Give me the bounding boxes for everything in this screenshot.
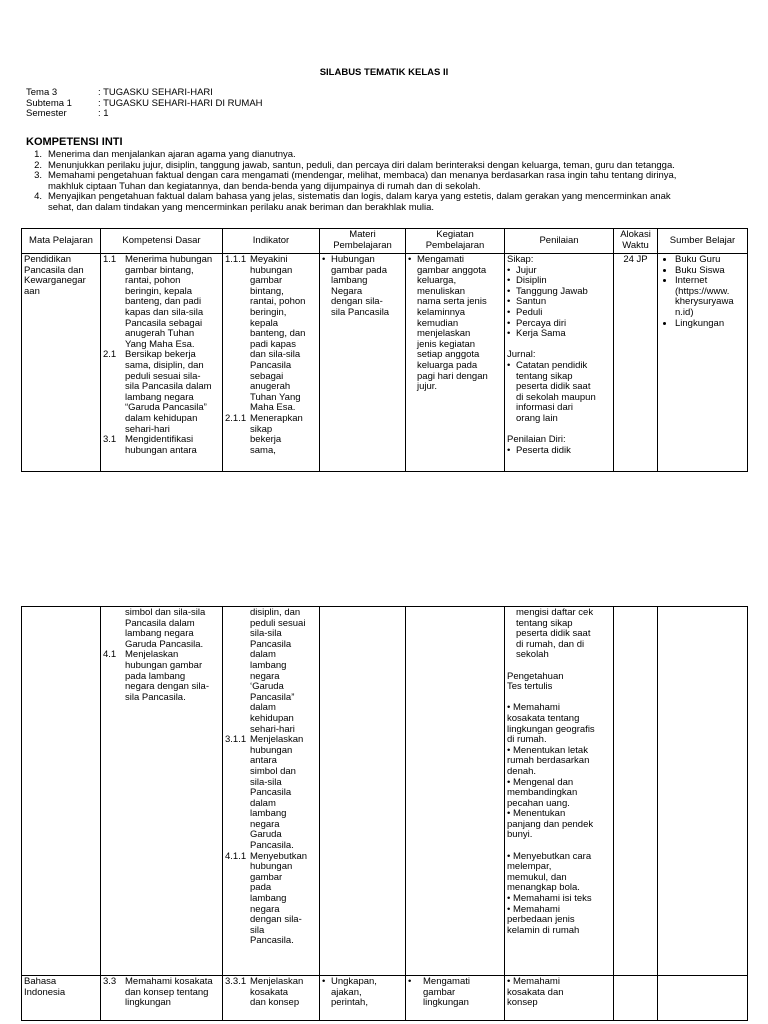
- item-text: [417, 255, 488, 393]
- text-line: sekolah: [516, 649, 549, 661]
- indikator-continuation: [225, 608, 317, 735]
- meta-block: [26, 88, 263, 120]
- column-header: Penilaian: [505, 229, 614, 254]
- bullet-icon: •: [408, 254, 412, 265]
- text-line: kosakata: [250, 986, 289, 998]
- penilaian-point: di rumah.: [507, 734, 547, 746]
- text-line: peserta didik saat: [516, 628, 591, 640]
- penilaian-cell: [505, 607, 614, 976]
- bullet-icon: •: [507, 359, 511, 371]
- meta-label: Subtema 1: [26, 97, 72, 109]
- text-line: negara: [250, 818, 280, 830]
- text-line: Pancasila dalam: [125, 617, 195, 629]
- text-line: Ungkapan,: [331, 976, 377, 987]
- sikap-item: [507, 329, 611, 340]
- penilaian-cell: [505, 254, 614, 472]
- text-line: Menerima hubungan: [125, 254, 213, 265]
- text-line: lambang: [250, 893, 287, 905]
- item-number: 4.1.1: [225, 850, 247, 862]
- sumber-list: [660, 255, 745, 329]
- sumber-item: • Internet (https://www. kherysuryawa n.id): [675, 276, 745, 318]
- bullet-icon: •: [507, 328, 511, 340]
- pengetahuan-line: Tes tertulis: [507, 681, 553, 693]
- text-line: peserta didik saat: [516, 381, 591, 393]
- bullet-icon: •: [507, 275, 511, 287]
- indikator-item: [225, 852, 317, 947]
- text-line: lambang: [331, 275, 368, 287]
- item-text: [331, 255, 389, 319]
- bullet-icon: •: [408, 976, 412, 987]
- text-line: peduli sesuai sila-: [125, 370, 201, 382]
- text-line: sila-sila: [250, 628, 282, 640]
- column-header: Sumber Belajar: [658, 229, 748, 254]
- penilaian-point: • Memahami: [507, 976, 560, 987]
- text-line: antara: [250, 755, 277, 767]
- kd-continuation: [103, 608, 220, 650]
- sumber-item-cont: n.id): [675, 306, 694, 318]
- penilaian-point: perbedaan jenis: [507, 914, 575, 926]
- meta-value: : 1: [98, 108, 109, 120]
- indikator-cell: [223, 254, 320, 472]
- kegiatan-item: [408, 977, 502, 1009]
- text-line: Meyakini: [250, 254, 288, 265]
- bullet-icon: •: [507, 264, 511, 276]
- penilaian-point: • Menyebutkan cara: [507, 850, 592, 862]
- text-line: pada lambang: [125, 670, 186, 682]
- text-line: sehari-hari: [250, 723, 295, 735]
- text-line: Mengamati: [423, 976, 470, 987]
- column-header: Indikator: [223, 229, 320, 254]
- item-number: 3.1.1: [225, 734, 247, 746]
- alokasi-cell: [614, 607, 658, 976]
- text-line: gambar: [423, 986, 456, 998]
- text-line: Indonesia: [24, 986, 66, 998]
- penilaian-point: • Memahami: [507, 903, 560, 915]
- text-line: dan konsep tentang: [125, 986, 209, 998]
- text-line: simbol dan: [250, 765, 296, 777]
- text-line: beringin,: [250, 306, 287, 318]
- meta-label: Tema 3: [26, 87, 58, 98]
- text-line: Memahami pengetahuan faktual dengan cara mengamati (mendengar, melihat, membaca) dan menanya berdasarkan rasa ingin tahu tentang dirinya,: [48, 170, 677, 182]
- text-line: sila Pancasila: [331, 306, 390, 318]
- item-number: 4.1: [103, 649, 117, 661]
- item-text: [250, 735, 303, 852]
- text-line: gambar: [250, 871, 283, 883]
- penilaian-point: • Memahami: [507, 702, 560, 714]
- mapel-cell: [22, 254, 101, 472]
- text-line: lambang: [250, 808, 287, 820]
- text-line: jenis kegiatan: [417, 338, 476, 350]
- indikator-cell: [223, 607, 320, 976]
- text-line: Pancasila sebagai: [125, 317, 203, 329]
- text-line: beringin, kepala: [125, 285, 193, 297]
- text-line: gambar pada: [331, 264, 387, 276]
- kd-item: [103, 255, 220, 350]
- meta-value: : TUGASKU SEHARI-HARI: [98, 87, 213, 98]
- item-text: [331, 977, 377, 1009]
- text-line: gambar: [250, 275, 283, 287]
- text-line: negara dengan sila-: [125, 681, 209, 693]
- text-line: Menyajikan pengetahuan faktual dalam bahasa yang jelas, sistematis dan logis, dalam karya yang estetis, dalam gerakan yang mencerminkan anak: [48, 191, 671, 203]
- kegiatan-cell: [406, 254, 505, 472]
- text-line: dan sila-sila: [250, 349, 301, 361]
- text-line: rantai, pohon: [125, 275, 181, 287]
- text-line: Pancasila: [250, 359, 292, 371]
- text-line: Menyebutkan: [250, 850, 308, 862]
- ki-text: [48, 150, 746, 161]
- text-line: sebagai: [250, 370, 284, 382]
- text-line: banteng, dan: [250, 328, 306, 340]
- item-text: [125, 435, 197, 456]
- kd-item: [103, 650, 220, 703]
- text-line: hubungan antara: [125, 444, 197, 456]
- penilaian-point: konsep: [507, 997, 538, 1009]
- kegiatan-item: [408, 255, 502, 393]
- ki-item: [26, 171, 746, 192]
- penilaian-cell-bahasa: [505, 976, 614, 1021]
- kd-cell: [101, 254, 223, 472]
- text-line: menuliskan: [417, 285, 466, 297]
- text-line: informasi dari: [516, 402, 574, 414]
- meta-value: : TUGASKU SEHARI-HARI DI RUMAH: [98, 97, 263, 109]
- text-line: Mengidentifikasi: [125, 434, 194, 446]
- ki-heading: KOMPETENSI INTI: [26, 136, 123, 148]
- text-line: dengan sila-: [331, 296, 383, 308]
- document-title: SILABUS TEMATIK KELAS II: [319, 67, 449, 78]
- text-line: makhluk ciptaan Tuhan dan kegiatannya, dan benda-benda yang dijumpainya di rumah dan di sekolah.: [48, 180, 481, 192]
- penilaian-point: • Menentukan letak: [507, 744, 588, 756]
- text-line: mengisi daftar cek: [516, 607, 594, 618]
- text-line: hubungan: [250, 744, 293, 756]
- item-number: 1.1.1: [225, 254, 247, 265]
- text-line: Bersikap bekerja: [125, 349, 196, 361]
- kd-item: [103, 977, 220, 1009]
- text-line: negara: [250, 903, 280, 915]
- bullet-icon: •: [322, 254, 326, 265]
- penilaian-point: memukul, dan: [507, 871, 567, 883]
- text-line: menjelaskan: [417, 328, 471, 340]
- item-text: [250, 414, 303, 456]
- sumber-item-cont: kherysuryawa: [675, 296, 734, 308]
- text-line: pagi hari dengan: [417, 370, 488, 382]
- text-line: setiap anggota: [417, 349, 480, 361]
- text-line: sila Pancasila.: [125, 691, 186, 703]
- text-line: anugerah Tuhan: [125, 328, 195, 340]
- text-line: banteng, dan padi: [125, 296, 202, 308]
- text-line: Menunjukkan perilaku jujur, disiplin, tanggung jawab, santun, peduli, dan percaya diri dalam berinteraksi dengan keluarga, teman, guru dan tetangga.: [48, 159, 675, 171]
- text-line: keluarga,: [417, 275, 457, 287]
- text-line: Pancasila”: [250, 691, 295, 703]
- text-line: sama,: [250, 444, 276, 456]
- text-line: lambang negara: [125, 391, 194, 403]
- item-text: [417, 977, 470, 1009]
- sumber-cell: [658, 254, 748, 472]
- kegiatan-cell-bahasa: [406, 976, 505, 1021]
- text-line: Catatan pendidik: [516, 359, 588, 371]
- materi-cell-bahasa: [320, 976, 406, 1021]
- penilaian-point: denah.: [507, 765, 537, 777]
- column-header: Materi Pembelajaran: [320, 229, 406, 254]
- penilaian-point: melempar,: [507, 861, 552, 873]
- ki-text: [48, 192, 746, 213]
- item-text: [250, 852, 307, 947]
- text-line: dalam: [250, 797, 276, 809]
- penilaian-point: kelamin di rumah: [507, 924, 580, 936]
- text-line: Menjelaskan: [125, 649, 179, 661]
- item-text: [125, 255, 212, 350]
- sumber-cell: [658, 607, 748, 976]
- kd-cell-bahasa: [101, 976, 223, 1021]
- bullet-icon: •: [507, 444, 511, 456]
- meta-row: [26, 109, 263, 120]
- item-text: [250, 255, 305, 414]
- syllabus-table-page-1: [21, 228, 748, 472]
- item-text: Peduli: [516, 306, 543, 318]
- text-line: Pendidikan: [24, 254, 72, 265]
- mapel-cell-bahasa: [22, 976, 101, 1021]
- text-line: Garuda: [250, 829, 282, 841]
- text-line: peduli sesuai: [250, 617, 306, 629]
- penilaian-point: menangkap bola.: [507, 882, 580, 894]
- text-line: Tuhan Yang: [250, 391, 301, 403]
- text-line: Hubungan: [331, 254, 375, 265]
- ki-text: [48, 171, 746, 192]
- text-line: “Garuda Pancasila”: [125, 402, 207, 414]
- text-line: bintang,: [250, 285, 284, 297]
- text-line: sikap: [250, 423, 273, 435]
- mapel-cell: [22, 607, 101, 976]
- item-text: [125, 977, 213, 1009]
- text-line: sehari-hari: [125, 423, 170, 435]
- text-line: keluarga pada: [417, 359, 478, 371]
- text-line: lingkungan: [125, 997, 171, 1009]
- item-text: [125, 650, 209, 703]
- text-line: bekerja: [250, 434, 282, 446]
- text-line: tentang sikap: [516, 617, 573, 629]
- meta-row: [26, 88, 263, 99]
- text-line: dan konsep: [250, 997, 300, 1009]
- text-line: rantai, pohon: [250, 296, 306, 308]
- text-line: hubungan gambar: [125, 659, 203, 671]
- text-line: Pancasila.: [250, 840, 294, 852]
- text-line: sila-sila: [250, 776, 282, 788]
- indikator-item: [225, 255, 317, 414]
- penilaian-point: rumah berdasarkan: [507, 755, 590, 767]
- text-line: dalam kehidupan: [125, 412, 198, 424]
- text-line: Menjelaskan: [250, 976, 304, 987]
- item-text: Disiplin: [516, 275, 547, 287]
- text-line: dalam: [250, 702, 276, 714]
- item-text: [250, 977, 303, 1009]
- item-text: Santun: [516, 296, 547, 308]
- text-line: nama serta jenis: [417, 296, 487, 308]
- meta-label: Semester: [26, 108, 67, 120]
- alokasi-cell: [614, 254, 658, 472]
- text-line: dengan sila-: [250, 914, 302, 926]
- alokasi-value: 24 JP: [623, 254, 648, 265]
- column-header: Kegiatan Pembelajaran: [406, 229, 505, 254]
- syllabus-table-page-2: [21, 606, 748, 1021]
- penilaian-diri-item: [507, 446, 611, 457]
- indikator-item: [225, 414, 317, 456]
- sumber-item: • Buku Guru: [675, 255, 745, 266]
- kd-cell: [101, 607, 223, 976]
- text-line: Pancasila: [250, 787, 292, 799]
- indikator-item: [225, 735, 317, 852]
- materi-item: [322, 977, 403, 1009]
- text-line: kapas dan sila-sila: [125, 306, 204, 318]
- bullet-icon: •: [507, 285, 511, 297]
- text-line: padi kapas: [250, 338, 296, 350]
- text-line: aan: [24, 285, 40, 297]
- text-line: tentang sikap: [516, 370, 573, 382]
- item-text: Peserta didik: [516, 444, 571, 456]
- text-line: Garuda Pancasila.: [125, 638, 204, 650]
- indikator-cell-bahasa: [223, 976, 320, 1021]
- penilaian-point: kosakata tentang: [507, 712, 580, 724]
- penilaian-point: • Menentukan: [507, 808, 566, 820]
- text-line: gambar anggota: [417, 264, 487, 276]
- text-line: dalam: [250, 649, 276, 661]
- ki-list: [26, 150, 746, 214]
- penilaian-point: • Memahami isi teks: [507, 893, 592, 905]
- ki-number: 3.: [34, 170, 42, 182]
- item-number: 2.1.1: [225, 412, 247, 424]
- text-line: di sekolah maupun: [516, 391, 596, 403]
- text-line: hubungan: [250, 264, 293, 276]
- text-line: Menjelaskan: [250, 734, 304, 746]
- ki-number: 1.: [34, 149, 42, 160]
- text-line: di rumah, dan di: [516, 638, 585, 650]
- text-line: Kewarganegar: [24, 275, 86, 287]
- text-line: sila Pancasila dalam: [125, 381, 212, 393]
- text-line: ajakan,: [331, 986, 362, 998]
- text-line: pada: [250, 882, 272, 894]
- materi-cell: [320, 607, 406, 976]
- column-header: Alokasi Waktu: [614, 229, 658, 254]
- penilaian-point: membandingkan: [507, 787, 578, 799]
- text-line: anugerah: [250, 381, 291, 393]
- jurnal-label: Jurnal:: [507, 349, 536, 361]
- text-line: Pancasila dan: [24, 264, 84, 276]
- item-text: [125, 350, 212, 435]
- text-line: negara: [250, 670, 280, 682]
- bullet-icon: •: [322, 976, 326, 987]
- text-line: orang lain: [516, 412, 558, 424]
- materi-item: [322, 255, 403, 319]
- column-header: Kompetensi Dasar: [101, 229, 223, 254]
- penilaian-point: pecahan uang.: [507, 797, 570, 809]
- text-line: Menerapkan: [250, 412, 303, 424]
- sumber-item: • Lingkungan: [675, 319, 745, 330]
- text-line: lingkungan: [423, 997, 469, 1009]
- text-line: Maha Esa.: [250, 402, 296, 414]
- kd-item: [103, 350, 220, 435]
- text-line: Memahami kosakata: [125, 976, 213, 987]
- materi-cell: [320, 254, 406, 472]
- text-line: gambar bintang,: [125, 264, 194, 276]
- text-line: sama, disiplin, dan: [125, 359, 204, 371]
- ki-item: [26, 192, 746, 213]
- penilaian-point: kosakata dan: [507, 986, 564, 998]
- bullet-icon: •: [507, 296, 511, 308]
- text-line: Pancasila: [250, 638, 292, 650]
- text-line: sila: [250, 924, 265, 936]
- penilaian-continuation: [507, 608, 611, 661]
- penilaian-point: lingkungan geografis: [507, 723, 595, 735]
- pengetahuan-line: Pengetahuan: [507, 670, 564, 682]
- item-text: Percaya diri: [516, 317, 567, 329]
- sumber-cell-bahasa: [658, 976, 748, 1021]
- penilaian-point: panjang dan pendek: [507, 818, 594, 830]
- bullet-icon: •: [507, 317, 511, 329]
- item-text: Tanggung Jawab: [516, 285, 588, 297]
- spacer: [507, 661, 611, 672]
- sikap-item: [507, 308, 611, 319]
- sumber-item: • Buku Siswa: [675, 266, 745, 277]
- indikator-item: [225, 977, 317, 1009]
- text-line: Menerima dan menjalankan ajaran agama yang dianutnya.: [48, 149, 296, 160]
- text-line: kehidupan: [250, 712, 294, 724]
- text-line: Negara: [331, 285, 363, 297]
- item-text: Jujur: [516, 264, 537, 276]
- ki-number: 2.: [34, 159, 42, 171]
- ki-number: 4.: [34, 191, 42, 203]
- sikap-label: Sikap:: [507, 254, 534, 265]
- ki-item: [26, 150, 746, 161]
- text-line: jujur.: [417, 381, 438, 393]
- text-line: disiplin, dan: [250, 607, 301, 618]
- item-text: [516, 361, 596, 425]
- text-line: lambang: [250, 659, 287, 671]
- penilaian-diri-label: Penilaian Diri:: [507, 434, 566, 446]
- text-line: lambang negara: [125, 628, 194, 640]
- penilaian-point: • Mengenal dan: [507, 776, 574, 788]
- item-number: 3.3: [103, 976, 117, 987]
- bullet-icon: •: [507, 306, 511, 318]
- text-line: kelaminnya: [417, 306, 466, 318]
- text-line: kepala: [250, 317, 278, 329]
- text-line: Yang Maha Esa.: [125, 338, 195, 350]
- text-line: hubungan: [250, 861, 293, 873]
- text-line: Bahasa: [24, 976, 57, 987]
- alokasi-cell-bahasa: [614, 976, 658, 1021]
- text-line: simbol dan sila-sila: [125, 607, 206, 618]
- text-line: perintah,: [331, 997, 368, 1009]
- item-number: 3.3.1: [225, 976, 247, 987]
- text-line: kemudian: [417, 317, 459, 329]
- item-number: 2.1: [103, 349, 117, 361]
- kegiatan-cell: [406, 607, 505, 976]
- text-line: ‘Garuda: [250, 681, 284, 693]
- text-line: Mengamati: [417, 254, 464, 265]
- item-text: Kerja Sama: [516, 328, 566, 340]
- item-number: 1.1: [103, 254, 117, 265]
- text-line: sehat, dan dalam tindakan yang mencerminkan perilaku anak beriman dan berakhlak mulia.: [48, 201, 435, 213]
- kd-item: [103, 435, 220, 456]
- column-header: Mata Pelajaran: [22, 229, 101, 254]
- item-number: 3.1: [103, 434, 117, 446]
- jurnal-item: [507, 361, 611, 425]
- penilaian-point: bunyi.: [507, 829, 533, 841]
- text-line: Pancasila.: [250, 935, 294, 947]
